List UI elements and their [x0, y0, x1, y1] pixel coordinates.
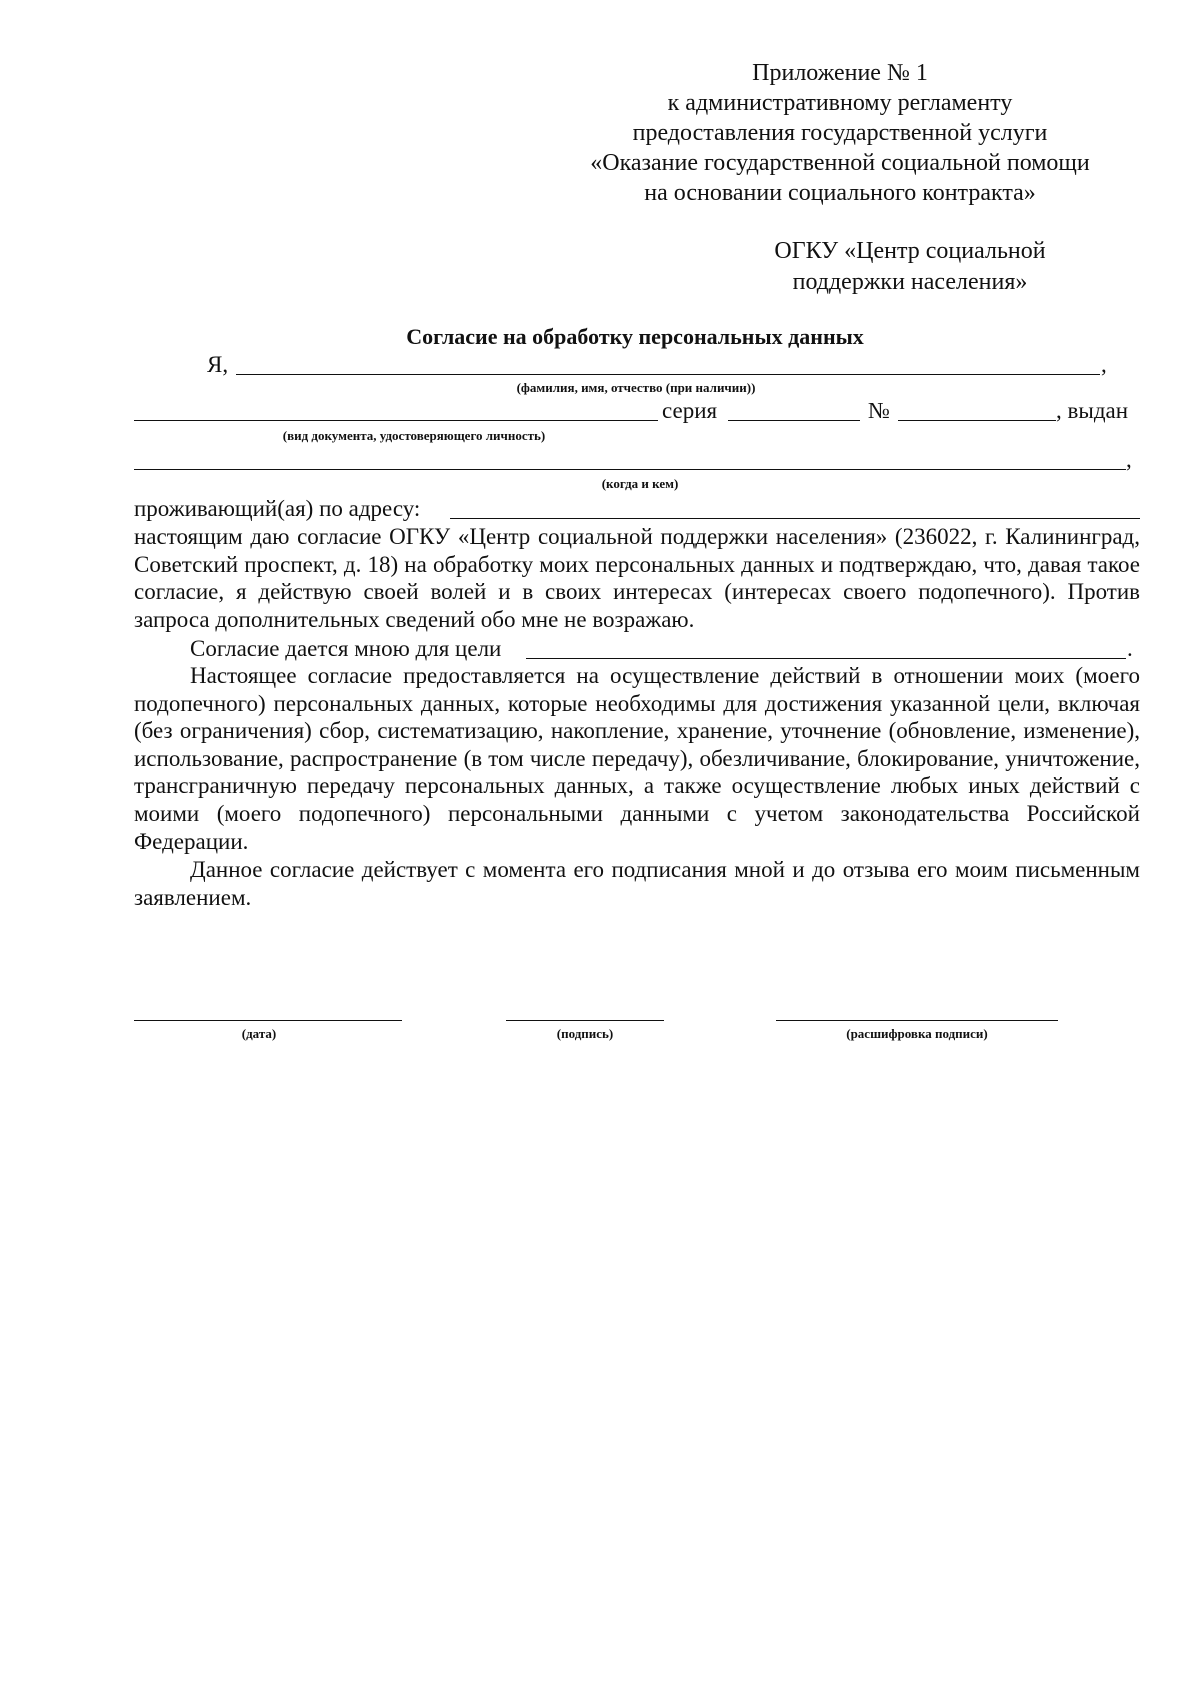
name-comma: ,: [1101, 352, 1107, 377]
purpose-label: Согласие дается мною для цели: [190, 636, 502, 661]
series-label: серия: [662, 398, 718, 423]
full-name-field[interactable]: [236, 374, 1100, 375]
appendix-header: [560, 58, 1120, 208]
consent-paragraph: [134, 523, 1140, 633]
validity-text: Данное согласие действует с момента его подписания мной и до отзыва его моим письменным заявлением.: [134, 857, 1140, 910]
scope-text: Настоящее согласие предоставляется на осуществление действий в отношении моих (моего подопечного) персональных данных, которые необходимы для достижения указанной цели, включая (без ограничения) сбор, систематизацию, накопление, хранение, уточнение (обновление, изменение), использование, распространение (в том числе передачу), обезличивание, блокирование, уничтожение, трансграничную передачу персональных данных, а также осуществление любых иных действий с моими (моего подопечного) персональными данными с учетом законодательства Российской Федерации.: [134, 663, 1140, 854]
issued-by-field[interactable]: [134, 469, 1126, 470]
number-label: №: [868, 398, 890, 423]
header-line-1: Приложение № 1: [752, 60, 928, 86]
date-hint: (дата): [241, 1026, 277, 1041]
series-field[interactable]: [728, 420, 860, 421]
signature-decode-field[interactable]: [776, 1020, 1058, 1021]
header-line-4: «Оказание государственной социальной помощи: [590, 150, 1090, 176]
header-line-5: на основании социального контракта»: [644, 180, 1036, 206]
address-field[interactable]: [450, 518, 1140, 519]
purpose-end: .: [1127, 636, 1133, 661]
date-field[interactable]: [134, 1020, 402, 1021]
document-title: Согласие на обработку персональных данных: [406, 324, 864, 349]
address-label: проживающий(ая) по адресу:: [134, 496, 421, 521]
recipient-block: [740, 236, 1080, 298]
i-label: Я,: [207, 352, 229, 377]
header-line-3: предоставления государственной услуги: [632, 120, 1048, 146]
scope-paragraph: [134, 662, 1140, 855]
document-hint: (вид документа, удостоверяющего личность): [282, 428, 546, 443]
validity-paragraph: [134, 856, 1140, 911]
recipient-line-2: поддержки населения»: [792, 269, 1028, 295]
consent-text: настоящим даю согласие ОГКУ «Центр социальной поддержки населения» (236022, г. Калининград, Советский проспект, д. 18) на обработку моих персональных данных и подтверждаю, что, давая такое согласие, я действую своей волей и в своих интересах (интересах своего подопечного). Против запроса дополнительных сведений обо мне не возражаю.: [134, 524, 1140, 632]
document-type-field[interactable]: [134, 420, 658, 421]
recipient-line-1: ОГКУ «Центр социальной: [774, 238, 1046, 264]
issued-comma: ,: [1126, 447, 1132, 472]
issued-label: , выдан: [1056, 398, 1129, 423]
when-hint: (когда и кем): [601, 476, 679, 491]
signature-field[interactable]: [506, 1020, 664, 1021]
purpose-field[interactable]: [526, 658, 1126, 659]
number-field[interactable]: [898, 420, 1056, 421]
decode-hint: (расшифровка подписи): [846, 1026, 988, 1041]
header-line-2: к административному регламенту: [667, 90, 1013, 116]
name-hint: (фамилия, имя, отчество (при наличии)): [516, 380, 756, 395]
signature-hint: (подпись): [556, 1026, 614, 1041]
